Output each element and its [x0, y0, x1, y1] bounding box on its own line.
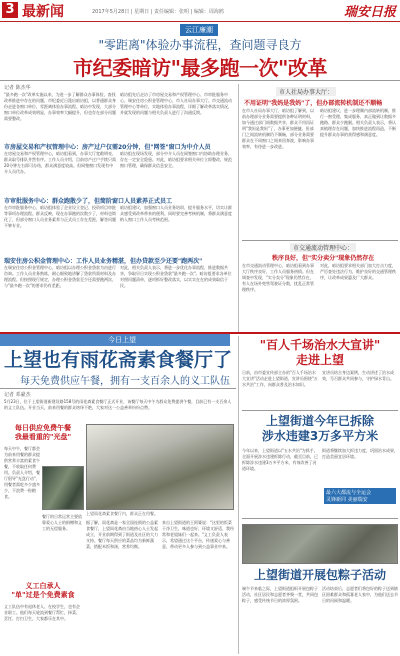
divider	[0, 388, 236, 389]
right-top-label: 市人社局办事大厅：	[276, 87, 336, 96]
right-top-headline: 不用证明"我妈是我妈"了，但办部流转机制还不顺畅	[244, 100, 383, 107]
divider	[242, 410, 398, 411]
divider	[242, 240, 398, 241]
zongzi-photo	[242, 524, 398, 564]
second-body-col2: 来自上望街道的王阿婆说："这里的饭菜干净卫生，味道也好，环境又舒适，我经常和老姐妹们一起来。"义工负责人表示，希望通过这个平台，传递爱心与善意，带动更多人参与到公益事业中来。	[162, 520, 234, 549]
section-banner-label: 今日上望	[108, 336, 136, 344]
issue-meta: 2017年5月28日 | 星期日 | 责任编辑：张明 | 编辑：周海鸥	[92, 9, 224, 15]
column-divider	[238, 84, 239, 332]
right-top-body-col3: 在市交通流动管理中心，暗访组看到办事大厅秩序良好，工作人员服务热情。但在调查中发现，"实分卖分"现象仍然存在，有人在场外兜售驾驶证分数，扰乱正常管理秩序。	[242, 263, 314, 292]
lead-body-col2: 暗访组先后走访了市房屋交易和产权管理中心、市审批服务中心、瑞安住房公积金管理中心、市人社局办事大厅、市交通流动管理中心等单位，实地体验办事流程，详细了解改革落实情况，并就发现的问题与相关负责人进行了沟通反馈。	[120, 92, 232, 115]
right-top-body-col1: 在市人社局办事大厅，暗访组了解到，以前办理部分业务需要提供各种证明材料，如今通过部门间数据共享，群众不用再证明"我妈是我妈"了，办事更加便捷。但部门之间流转机制仍不顺畅，部分业务需要群众在不同窗口之间来回奔波，影响办事效率，有待进一步改进。	[242, 108, 314, 149]
newspaper-logo: 瑞安日报	[343, 5, 396, 20]
second-intro: 5月23日，位于上望街道新建设路158号的雨花斋素食餐厅正式开业，该餐厅每天中午为群众免费提供午餐，目前已有一支百余人的义工队伍。开业当天，前来用餐的群众络绎不绝，大家对这一公益善举纷纷点赞。	[4, 399, 232, 410]
lead-headline: 市纪委暗访"最多跑一次"改革	[73, 56, 327, 80]
lead-subsection-1: 市房屋交易和产权管理中心：房产过户仅需20分钟，但"网签"窗口为中介人员	[4, 144, 211, 151]
photo-caption: 上望雨花斋素食餐厅内，群众正在用餐。	[86, 511, 158, 516]
lead-subhead: "零距离"体验办事流程，查问题寻良方	[98, 38, 302, 52]
lead-body-col8: 对此，相关负责人表示，将进一步优化办事流程，推进数据共享，争取早日实现公积金贷款"最多跑一次"。暗访组要求各单位对照问题清单，逐项抓好整改落实，以实实在在的成效取信于民。	[120, 265, 232, 288]
lead-body-col5: 在市审批服务中心，暗访组体验了企业设立登记、投资项目审批等事项办理流程。群众反映，现在办事跑的次数少了，材料也简化了，但部分窗口人员业务素养与正式员工存在差距，解答问题不够专业。	[4, 205, 116, 228]
lead-kicker: 云江廉潮	[180, 24, 218, 36]
lead-body-col1: "最多跑一次"改革实施以来，为进一步了解群众办事体验，查找改革推进中存在的问题，市纪委近日派出暗访组，以普通群众身份走进各窗口单位，零距离体验办事流程。暗访中发现，大部分窗口单位改革成效明显，办事效率大幅提升，但也存在部分问题需要整改。	[4, 92, 116, 121]
divider	[242, 518, 398, 519]
column-divider	[238, 336, 239, 654]
second-headline: 上望也有雨花斋素食餐厅了	[4, 349, 233, 371]
right-top-headline-2: 秩序良好，但"实分卖分"现象仍然存在	[272, 255, 375, 262]
lead-subsection-2: 市审批服务中心：群众跑散少了，但简阶窗口人员素养正式员工	[4, 198, 173, 205]
right-body-3a: 端午节来临之际，上望街道组织开展包粽子活动，社区居民和志愿者齐聚一堂，共同包粽子，感受传统节日的浓厚氛围。	[242, 586, 318, 603]
page-header	[0, 0, 400, 22]
lead-body-col3: 在房屋交易和产权管理中心，暗访组看到，办事大厅宽敞明亮，群众取号排队井然有序。工作人员介绍，目前房产过户手续只需20分钟左右即可办结，群众满意度较高。但网签窗口发现有中介人员代办。	[4, 151, 116, 174]
lead-body-col7: 在瑞安住房公积金管理中心，暗访组以办理公积金贷款为由进行咨询。工作人员业务熟练，耐心细致地讲解了贷款所需材料及办理流程。但按照现行规定，办理公积金贷款至少还需要跑两次，与"最多跑一次"的要求仍有差距。	[4, 265, 116, 288]
volunteer-photo	[42, 466, 84, 510]
sidebar-headline-2: 义工白承人 "单"过是个免费素食	[11, 582, 75, 599]
right-body-2a: 今年以来，上望街道以"五水共治"为抓手，全面开展涉水违建拆除行动，截至目前，已拆除涉水违建3万多平方米，有效改善了河道环境。	[242, 448, 318, 471]
sidebar-headline-1: 每日供应免费午餐 我最看重的"光盘"	[14, 424, 72, 441]
second-body-col1: 据了解，雨花斋是一家全国连锁的公益素食餐厅，上望雨花斋由当地热心人士发起成立，开业前期得到了街道及社区的大力支持。餐厅每天供应的菜品均为新鲜蔬菜，搭配米饭和汤，营养均衡。	[86, 520, 158, 549]
right-headline-3: 上望街道开展包粽子活动	[253, 568, 386, 582]
right-body-1b: 宣讲员结合身边案例，生动讲述了治水成效，号召群众共同参与，守护绿水青山。	[322, 370, 394, 381]
right-body-1a: 日前，由市委宣传部主办的"百人千场治水大宣讲"活动走进上望街道，宣讲员围绕"五水共治"工作，向群众普及治水知识。	[242, 370, 318, 387]
right-headline-2: 上望街道今年已拆除 涉水违建3万多平方米	[261, 414, 379, 443]
right-body-3b: 活动结束后，志愿者们将包好的粽子送到辖区困难群众和孤寡老人家中，为他们送去节日的问候和温暖。	[322, 586, 398, 603]
sidebar-body-1: 每天中午，餐厅都会为前来用餐的群众提供营养丰富的素食午餐，不收取任何费用。负责人介绍，餐厅倡导"光盘行动"，用餐者需吃多少盛多少，不浪费一粒粮食。	[4, 446, 40, 499]
lead-byline: 记者 陈杰华	[4, 85, 31, 91]
right-headline-1: "百人千场治水大宣讲" 走进上望	[259, 338, 381, 367]
lead-body-col6: 暗访组建议，加强窗口人员业务培训，提升服务水平，切实让群众感受到改革带来的便利。同时要完善考核机制，将群众满意度纳入窗口工作人员考核范围。	[120, 205, 232, 222]
campaign-badge-text: 最六大都流与全运会 灵锋新同 美丽瑞安	[326, 490, 372, 503]
right-body-2b: 街道将继续加大拆违力度，巩固治水成果，打造美丽宜居环境。	[322, 448, 398, 459]
divider	[0, 80, 400, 81]
right-top-label-2: 市交通流动管理中心：	[290, 243, 356, 252]
lead-subsection-3: 瑞安住房公积金管理中心：工作人员业务精湛，但办贷款至少还要"跑两次"	[4, 258, 203, 265]
campaign-badge	[324, 488, 396, 504]
right-top-body-col2: 暗访组建议，进一步理顺内部流转机制，推行一窗受理、集成服务，真正做到让数据多跑路、群众少跑腿。相关负责人表示，将认真梳理存在问题，加快推进流程再造，不断提升群众办事的获得感和满意度。	[320, 108, 396, 137]
page-number: 3	[2, 2, 18, 18]
section-title: 最新闻	[22, 4, 64, 20]
right-top-body-col4: 对此，暗访组要求相关部门加大打击力度，严厉查处违法行为，维护良好的交通管理秩序，让改革成果惠及广大群众。	[320, 263, 396, 280]
sidebar-body-2: 餐厅的日常运营主要依靠爱心人士的捐赠和义工的无偿服务。	[42, 514, 82, 531]
second-byline: 记者 邓豪杰	[4, 392, 31, 398]
lead-body-col4: 暗访组在现场发现，部分中介人员在网签窗口内协助办理业务，存在一定安全隐患。对此，暗访组要求相关单位立即整改，规范窗口管理，确保群众信息安全。	[120, 151, 232, 168]
restaurant-photo	[86, 424, 234, 510]
sidebar-body-3: 义工队伍中有退休老人、在校学生，也有企业职工。他们每天轮流到餐厅帮忙，择菜、烹饪、打扫卫生，大家都乐在其中。	[4, 604, 80, 621]
second-subhead: 每天免费供应午餐，拥有一支百余人的义工队伍	[20, 376, 230, 387]
